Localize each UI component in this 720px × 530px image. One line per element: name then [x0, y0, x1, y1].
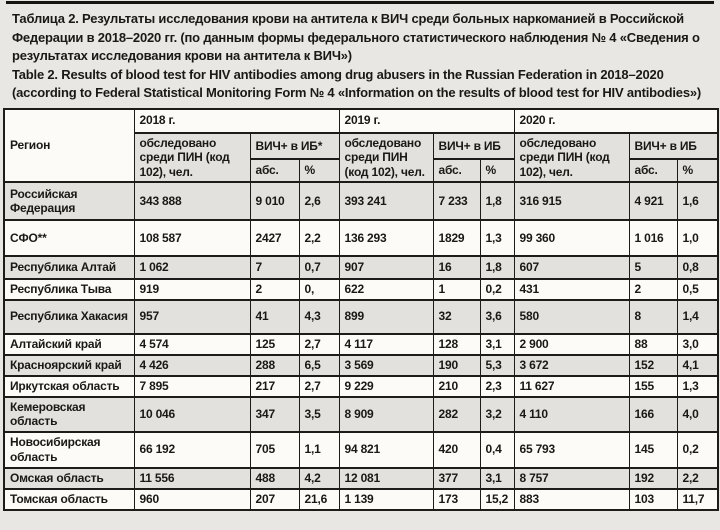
year-header-row [4, 109, 718, 133]
tested-2018-cell: 66 192 [134, 432, 250, 468]
pct-2019-cell: 3,2 [480, 397, 514, 432]
hiv-header-2019: ВИЧ+ в ИБ [433, 133, 514, 160]
table-title-en: Table 2. Results of blood test for HIV antibodies among drug abusers in the Russian Federation in 2018–2020 (according to Federal Statistical Monitoring Form № 4 «Information on the results of blood test for HIV antibodies») [12, 66, 702, 100]
table-row [4, 397, 718, 432]
abs-2018-cell: 207 [250, 489, 299, 510]
region-cell: Томская область [4, 489, 134, 510]
abs-2020-cell: 4 921 [629, 182, 677, 220]
pct-header-2020: % [677, 159, 718, 182]
tested-2020-cell: 99 360 [514, 220, 629, 256]
abs-2019-cell: 173 [433, 489, 480, 510]
abs-2018-cell: 41 [250, 300, 299, 334]
hiv-antibody-table [3, 108, 719, 511]
abs-2018-cell: 2 [250, 279, 299, 300]
pct-2018-cell: 4,3 [299, 300, 339, 334]
tested-2019-cell: 622 [339, 279, 433, 300]
abs-2019-cell: 210 [433, 376, 480, 397]
tested-2018-cell: 1 062 [134, 256, 250, 279]
tested-2020-cell: 65 793 [514, 432, 629, 468]
table-row [4, 355, 718, 376]
tested-2019-cell: 9 229 [339, 376, 433, 397]
abs-header-2018: абс. [250, 159, 299, 182]
pct-2019-cell: 3,6 [480, 300, 514, 334]
pct-2020-cell: 0,2 [677, 432, 718, 468]
pct-2020-cell: 4,1 [677, 355, 718, 376]
abs-2019-cell: 1 [433, 279, 480, 300]
tested-2020-cell: 4 110 [514, 397, 629, 432]
tested-2020-cell: 11 627 [514, 376, 629, 397]
region-cell: Кемеровская область [4, 397, 134, 432]
abs-2020-cell: 88 [629, 334, 677, 355]
pct-2020-cell: 1,3 [677, 376, 718, 397]
tested-2019-cell: 136 293 [339, 220, 433, 256]
abs-2019-cell: 16 [433, 256, 480, 279]
pct-2018-cell: 6,5 [299, 355, 339, 376]
pct-2019-cell: 0,4 [480, 432, 514, 468]
tested-header-2020: обследовано среди ПИН (код 102), чел. [514, 133, 629, 183]
pct-2018-cell: 21,6 [299, 489, 339, 510]
tested-2018-cell: 11 556 [134, 468, 250, 489]
tested-2018-cell: 4 574 [134, 334, 250, 355]
region-cell: Красноярский край [4, 355, 134, 376]
pct-2018-cell: 2,6 [299, 182, 339, 220]
region-cell: Новосибирская область [4, 432, 134, 468]
abs-2018-cell: 288 [250, 355, 299, 376]
abs-2020-cell: 5 [629, 256, 677, 279]
tested-2019-cell: 4 117 [339, 334, 433, 355]
pct-2020-cell: 11,7 [677, 489, 718, 510]
abs-2020-cell: 8 [629, 300, 677, 334]
abs-2019-cell: 32 [433, 300, 480, 334]
pct-2020-cell: 4,0 [677, 397, 718, 432]
tested-header-2018: обследовано среди ПИН (код 102), чел. [134, 133, 250, 183]
table-row [4, 489, 718, 510]
pct-2019-cell: 1,8 [480, 182, 514, 220]
abs-2020-cell: 145 [629, 432, 677, 468]
tested-2019-cell: 3 569 [339, 355, 433, 376]
abs-2020-cell: 155 [629, 376, 677, 397]
region-cell: Республика Алтай [4, 256, 134, 279]
table-body [4, 182, 718, 510]
table-row [4, 334, 718, 355]
abs-2019-cell: 128 [433, 334, 480, 355]
pct-2018-cell: 0,7 [299, 256, 339, 279]
pct-2019-cell: 0,2 [480, 279, 514, 300]
abs-2018-cell: 9 010 [250, 182, 299, 220]
table-row [4, 432, 718, 468]
abs-2018-cell: 217 [250, 376, 299, 397]
abs-2019-cell: 420 [433, 432, 480, 468]
tested-2019-cell: 393 241 [339, 182, 433, 220]
pct-header-2018: % [299, 159, 339, 182]
tested-2020-cell: 316 915 [514, 182, 629, 220]
pct-2020-cell: 0,8 [677, 256, 718, 279]
pct-2019-cell: 1,3 [480, 220, 514, 256]
table-caption [0, 4, 720, 108]
pct-2018-cell: 2,2 [299, 220, 339, 256]
tested-2019-cell: 94 821 [339, 432, 433, 468]
pct-2020-cell: 2,2 [677, 468, 718, 489]
tested-2018-cell: 4 426 [134, 355, 250, 376]
table-row [4, 300, 718, 334]
abs-2020-cell: 166 [629, 397, 677, 432]
hiv-header-2018: ВИЧ+ в ИБ* [250, 133, 339, 160]
abs-2020-cell: 152 [629, 355, 677, 376]
tested-2020-cell: 2 900 [514, 334, 629, 355]
pct-2019-cell: 3,1 [480, 334, 514, 355]
tested-2018-cell: 960 [134, 489, 250, 510]
abs-2018-cell: 7 [250, 256, 299, 279]
pct-2018-cell: 0, [299, 279, 339, 300]
abs-header-2019: абс. [433, 159, 480, 182]
abs-2019-cell: 282 [433, 397, 480, 432]
year-header-2018: 2018 г. [134, 109, 339, 133]
abs-2018-cell: 488 [250, 468, 299, 489]
pct-2018-cell: 1,1 [299, 432, 339, 468]
tested-2020-cell: 431 [514, 279, 629, 300]
pct-2020-cell: 0,5 [677, 279, 718, 300]
pct-2019-cell: 15,2 [480, 489, 514, 510]
tested-2019-cell: 907 [339, 256, 433, 279]
abs-2020-cell: 192 [629, 468, 677, 489]
tested-2018-cell: 10 046 [134, 397, 250, 432]
region-column-header: Регион [4, 109, 134, 183]
pct-2019-cell: 3,1 [480, 468, 514, 489]
pct-2019-cell: 2,3 [480, 376, 514, 397]
region-cell: Республика Хакасия [4, 300, 134, 334]
abs-2018-cell: 2427 [250, 220, 299, 256]
abs-2019-cell: 377 [433, 468, 480, 489]
table-row [4, 279, 718, 300]
abs-2020-cell: 1 016 [629, 220, 677, 256]
pct-2020-cell: 1,6 [677, 182, 718, 220]
pct-2018-cell: 3,5 [299, 397, 339, 432]
pct-2018-cell: 2,7 [299, 334, 339, 355]
table-row [4, 182, 718, 220]
tested-2020-cell: 8 757 [514, 468, 629, 489]
abs-2019-cell: 7 233 [433, 182, 480, 220]
pct-2020-cell: 3,0 [677, 334, 718, 355]
table-title-ru: Таблица 2. Результаты исследования крови на антитела к ВИЧ среди больных наркоманией в Российской Федерации в 2018–2020 гг. (по данным формы федерального статистического наблюдения № 4 «Сведения о результатах исследования крови на антитела к ВИЧ») [12, 11, 700, 63]
table-row [4, 220, 718, 256]
tested-2018-cell: 957 [134, 300, 250, 334]
pct-2020-cell: 1,4 [677, 300, 718, 334]
pct-2019-cell: 5,3 [480, 355, 514, 376]
region-cell: Омская область [4, 468, 134, 489]
tested-2018-cell: 919 [134, 279, 250, 300]
region-cell: Российская Федерация [4, 182, 134, 220]
abs-2020-cell: 103 [629, 489, 677, 510]
tested-header-2019: обследовано среди ПИН (код 102), чел. [339, 133, 433, 183]
pct-2018-cell: 2,7 [299, 376, 339, 397]
abs-header-2020: абс. [629, 159, 677, 182]
table-header [4, 109, 718, 183]
page [0, 1, 720, 511]
pct-2018-cell: 4,2 [299, 468, 339, 489]
region-cell: СФО** [4, 220, 134, 256]
tested-2019-cell: 899 [339, 300, 433, 334]
tested-2019-cell: 12 081 [339, 468, 433, 489]
abs-2018-cell: 125 [250, 334, 299, 355]
abs-2019-cell: 190 [433, 355, 480, 376]
tested-2020-cell: 883 [514, 489, 629, 510]
tested-2019-cell: 1 139 [339, 489, 433, 510]
year-header-2019: 2019 г. [339, 109, 514, 133]
year-header-2020: 2020 г. [514, 109, 718, 133]
pct-header-2019: % [480, 159, 514, 182]
region-cell: Алтайский край [4, 334, 134, 355]
tested-2020-cell: 607 [514, 256, 629, 279]
pct-2020-cell: 1,0 [677, 220, 718, 256]
table-row [4, 376, 718, 397]
tested-2020-cell: 3 672 [514, 355, 629, 376]
tested-2020-cell: 580 [514, 300, 629, 334]
region-cell: Иркутская область [4, 376, 134, 397]
tested-2018-cell: 7 895 [134, 376, 250, 397]
abs-2019-cell: 1829 [433, 220, 480, 256]
region-cell: Республика Тыва [4, 279, 134, 300]
hiv-header-2020: ВИЧ+ в ИБ [629, 133, 718, 160]
pct-2019-cell: 1,8 [480, 256, 514, 279]
table-row [4, 468, 718, 489]
abs-2018-cell: 347 [250, 397, 299, 432]
abs-2018-cell: 705 [250, 432, 299, 468]
tested-2018-cell: 108 587 [134, 220, 250, 256]
abs-2020-cell: 2 [629, 279, 677, 300]
table-row [4, 256, 718, 279]
tested-2019-cell: 8 909 [339, 397, 433, 432]
tested-2018-cell: 343 888 [134, 182, 250, 220]
